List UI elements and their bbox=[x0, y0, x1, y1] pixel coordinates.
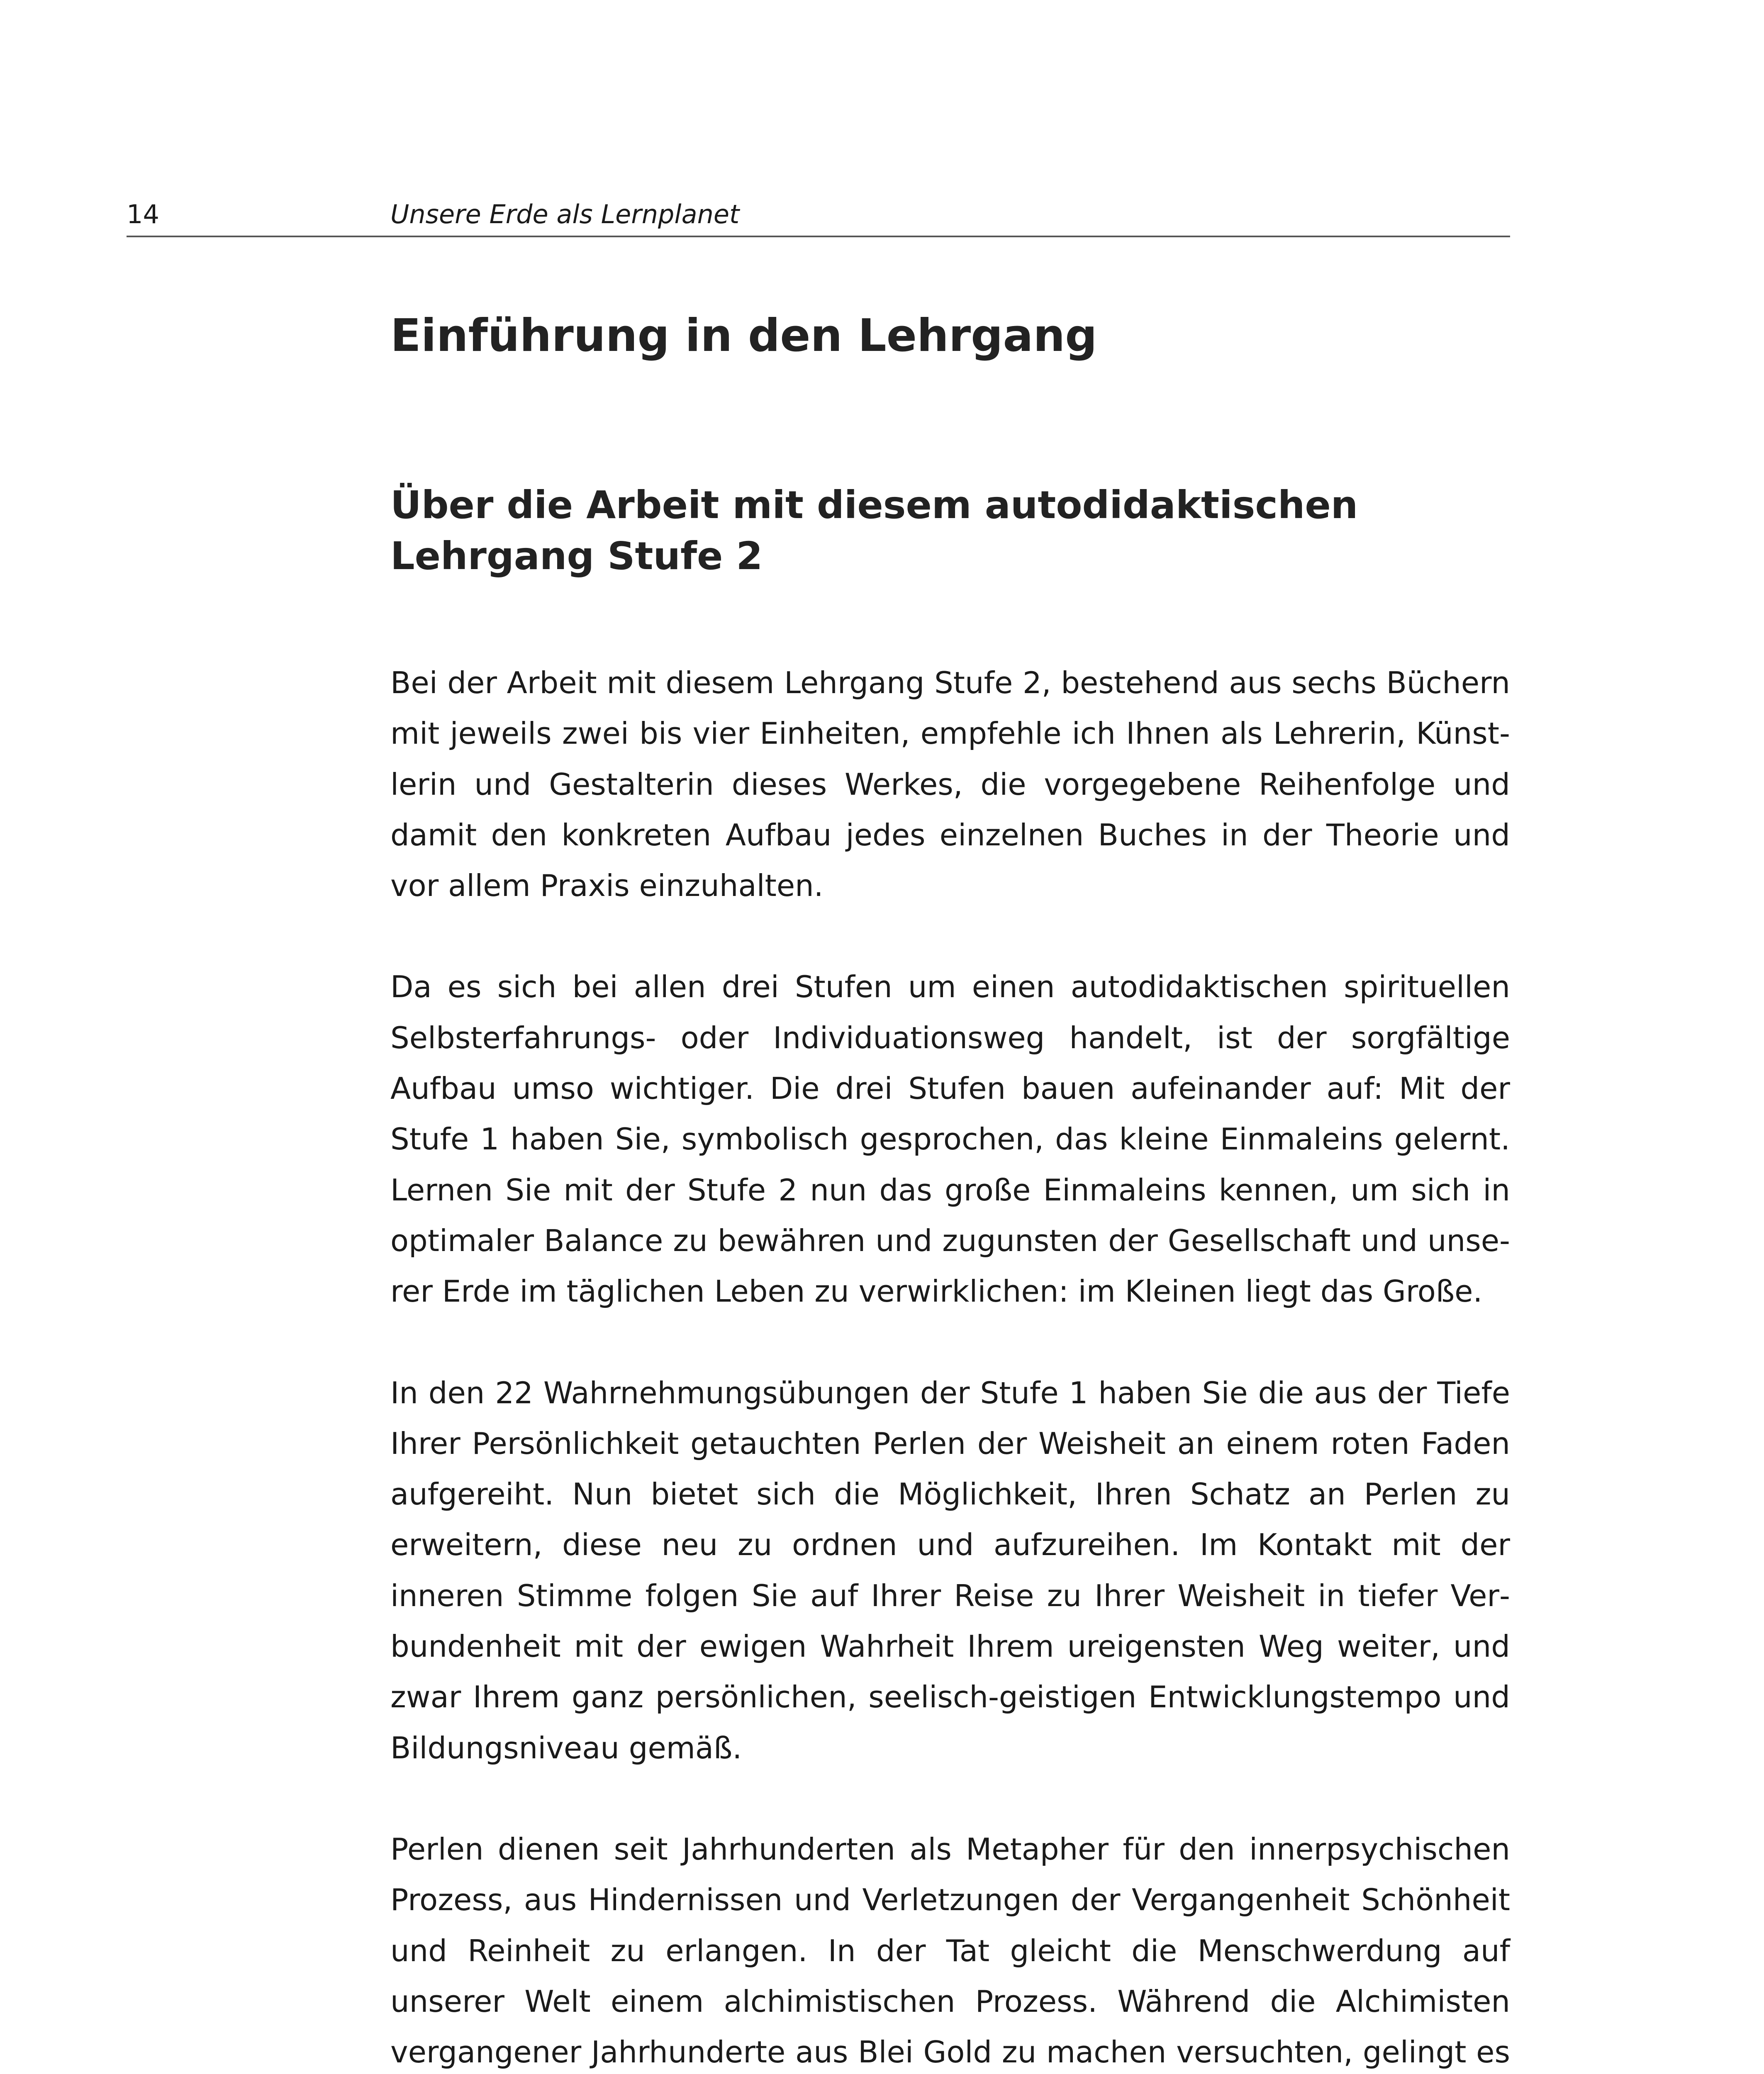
running-head-title: Unsere Erde als Lernplanet bbox=[390, 199, 740, 229]
paragraph: Bei der Arbeit mit diesem Lehrgang Stufe 2, bestehend aus sechs Büchern mit jeweils zwei bis vier Einheiten, empfehle ich Ihnen als Lehrerin, Künstlerin und Gestalterin dieses Werkes, die vorgegebene Reihenfolge und damit den konkreten Aufbau jedes einzelnen Buches in der Theorie und vor allem Praxis einzuhalten. bbox=[390, 665, 1510, 903]
page-number: 14 bbox=[127, 199, 159, 229]
body-text bbox=[390, 657, 1510, 2074]
section-title-line: Über die Arbeit mit diesem autodidaktischen bbox=[390, 483, 1358, 527]
paragraph: In den 22 Wahrnehmungsübungen der Stufe 1 haben Sie die aus der Tiefe Ihrer Persönlichkeit getauchten Perlen der Weisheit an einem roten Faden aufgereiht. Nun bietet sich die Möglichkeit, Ihren Schatz an Perlen zu erweitern, diese neu zu ordnen und aufzureihen. Im Kontakt mit der inneren Stimme folgen Sie auf Ihrer Reise zu Ihrer Weisheit in tiefer Verbundenheit mit der ewigen Wahrheit Ihrem ureigensten Weg weiter, und zwar Ihrem ganz persönlichen, seelisch-geistigen Entwicklungstempo und Bildungsniveau gemäß. bbox=[390, 1375, 1510, 1765]
section-title-line: Lehrgang Stufe 2 bbox=[390, 534, 763, 578]
page-content bbox=[390, 303, 1510, 2074]
paragraph: Da es sich bei allen drei Stufen um einen autodidaktischen spirituellen Selbsterfahrungs- oder Individuationsweg handelt, ist der sorgfältige Aufbau umso wichtiger. Die drei Stufen bauen aufeinander auf: Mit der Stufe 1 haben Sie, symbolisch gesprochen, das kleine Einmaleins gelernt. Lernen Sie mit der Stufe 2 nun das große Einmaleins kennen, um sich in optimaler Balance zu bewähren und zugunsten der Gesellschaft und unserer Erde im täglichen Leben zu verwirklichen: im Kleinen liegt das Große. bbox=[390, 969, 1510, 1309]
running-head bbox=[127, 194, 1510, 237]
section-title bbox=[390, 480, 1510, 582]
chapter-title: Einführung in den Lehrgang bbox=[390, 310, 1097, 362]
paragraph: Perlen dienen seit Jahrhunderten als Metapher für den innerpsychischen Prozess, aus Hindernissen und Verletzungen der Vergangenheit Schönheit und Reinheit zu erlangen. In der Tat gleicht die Menschwerdung auf unserer Welt einem alchimistischen Prozess. Während die Alchimisten vergangener Jahrhunderte aus Blei Gold zu machen versuchten, gelingt es bbox=[390, 1831, 1510, 2070]
